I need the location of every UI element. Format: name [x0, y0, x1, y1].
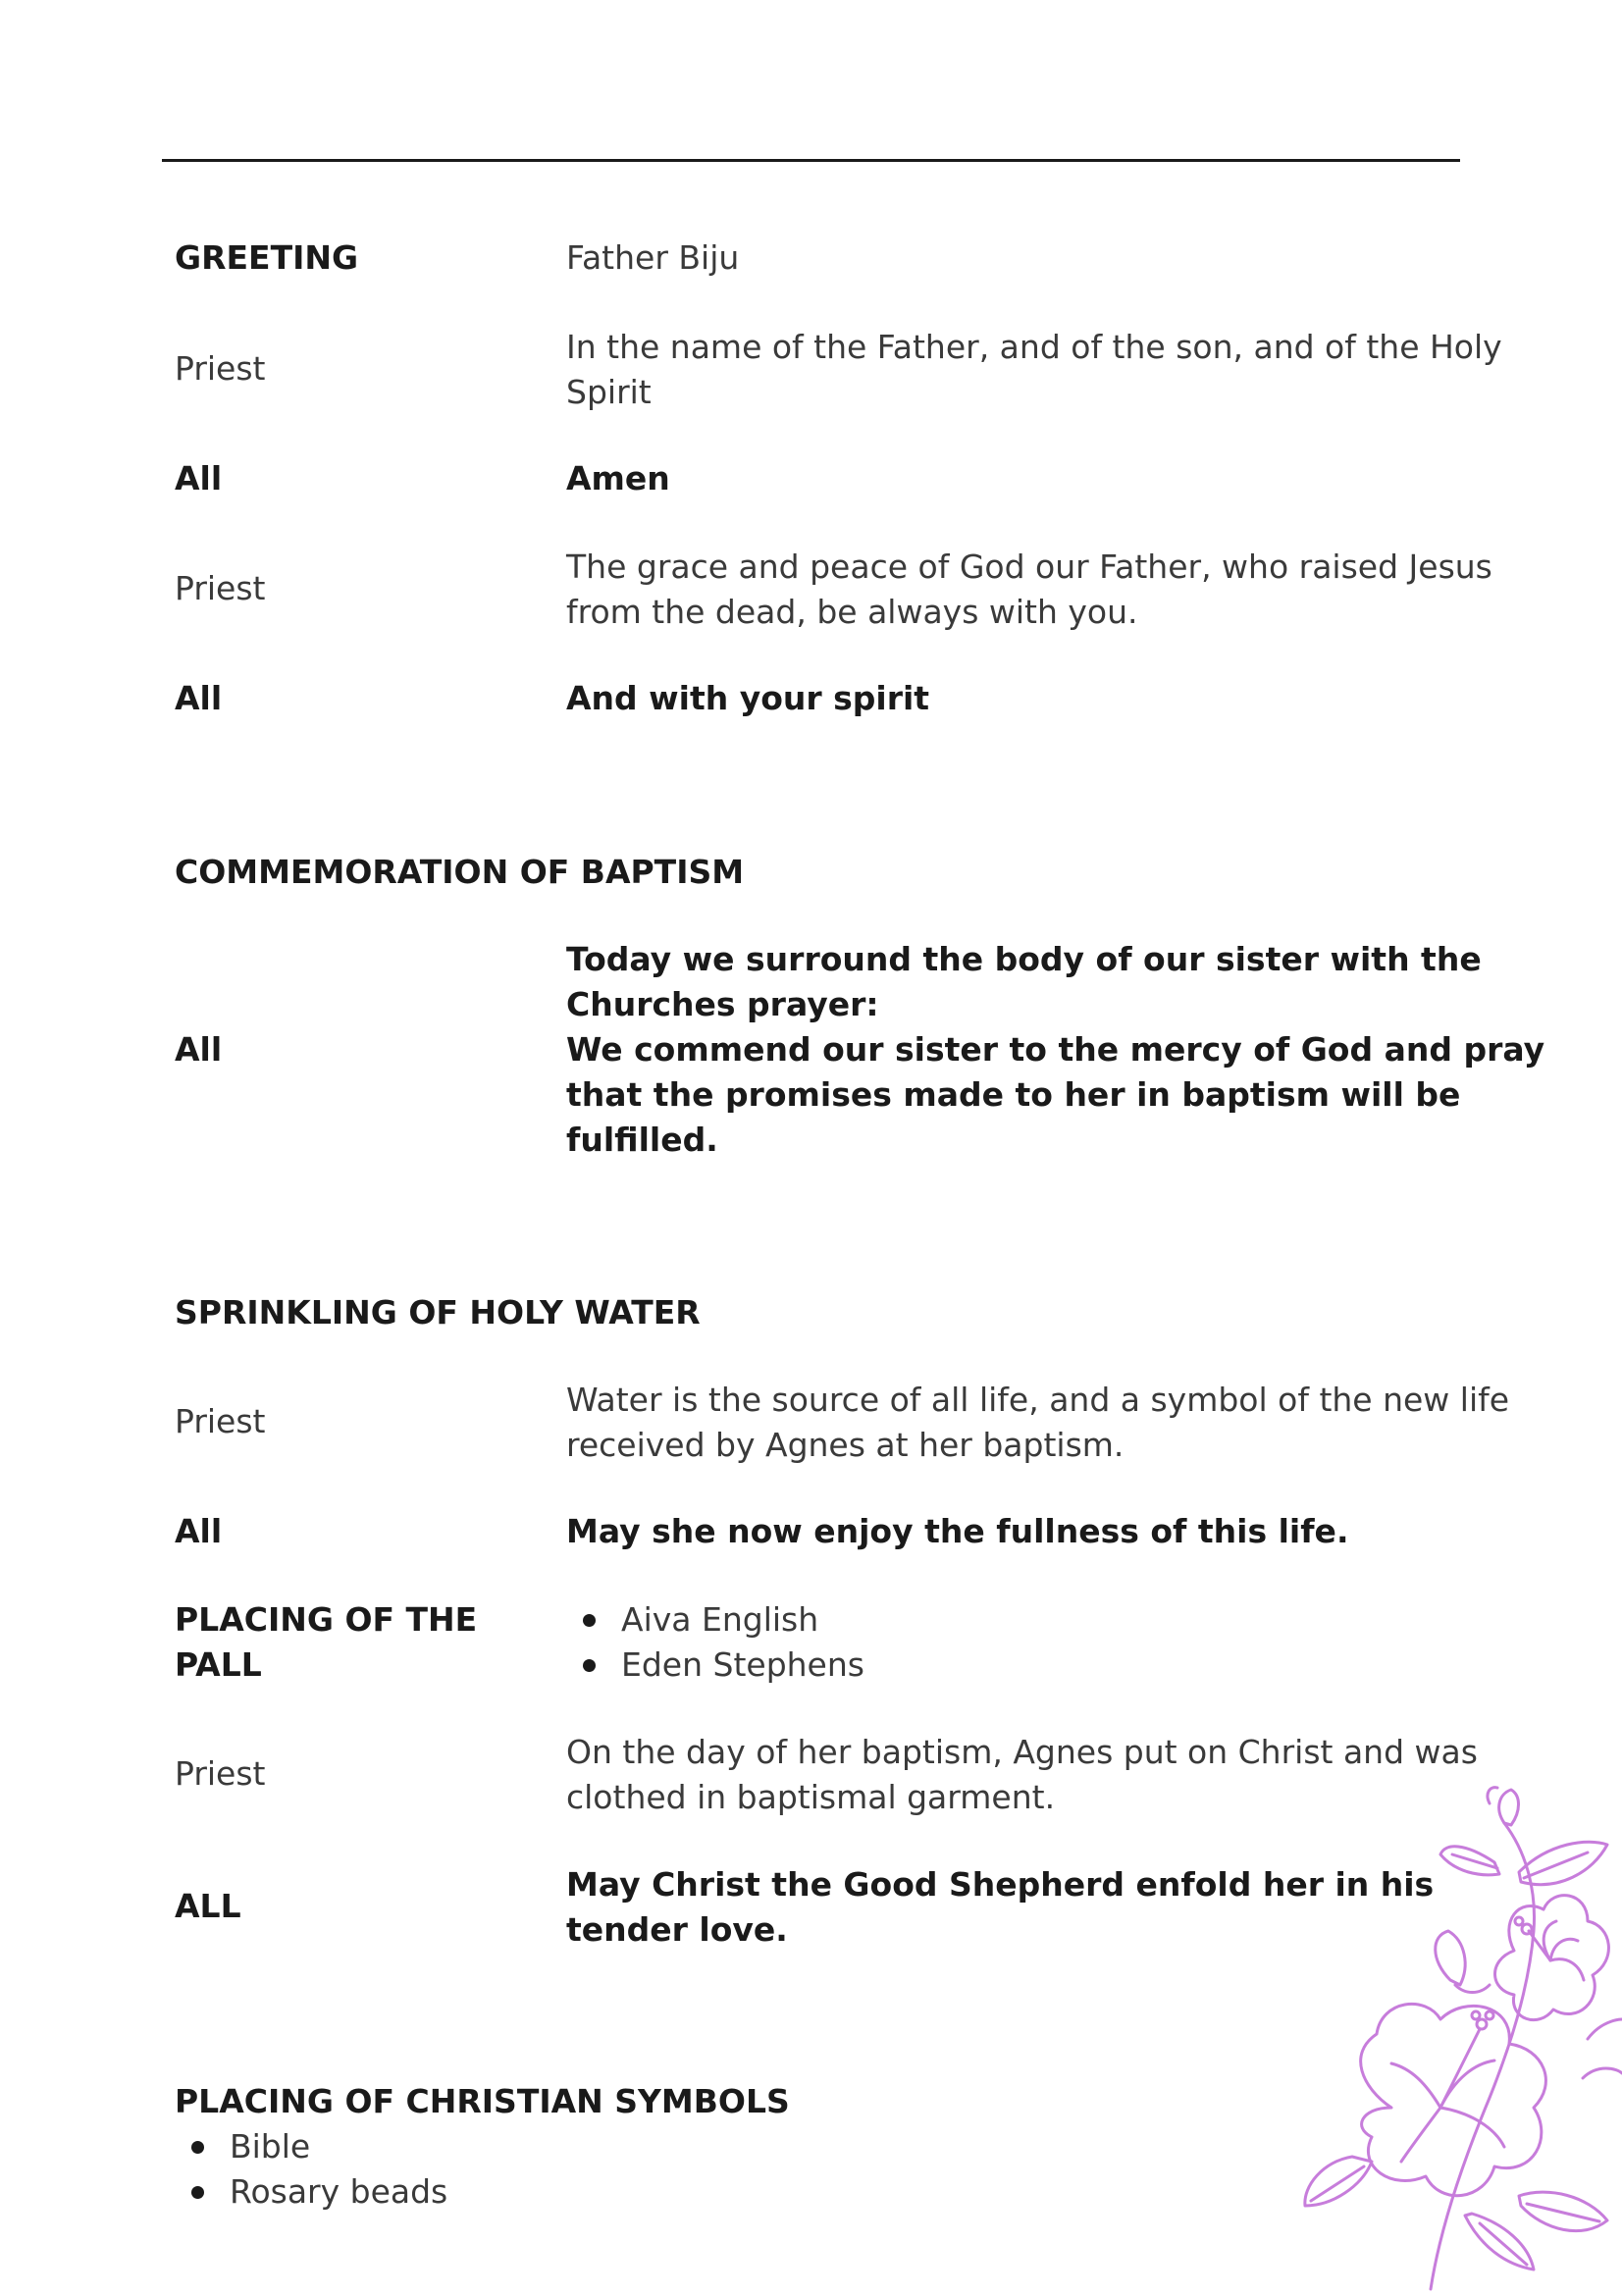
pall-bearers-list — [566, 1597, 864, 1688]
list-item: Rosary beads — [175, 2169, 447, 2215]
greeting-priest-1-line-2: Spirit — [566, 373, 652, 411]
greeting-all-2-response: And with your spirit — [566, 679, 930, 717]
symbols-heading: PLACING OF CHRISTIAN SYMBOLS — [175, 2082, 790, 2120]
pall-heading-line-1: PLACING OF THE — [175, 1600, 478, 1639]
pall-priest-line-1: On the day of her baptism, Agnes put on Christ and was — [566, 1733, 1478, 1771]
baptism-line-3: We commend our sister to the mercy of God and pray — [566, 1030, 1545, 1069]
water-speaker-all: All — [175, 1512, 223, 1550]
pall-speaker-all: ALL — [175, 1887, 241, 1925]
greeting-speaker-all-1: All — [175, 459, 223, 497]
symbols-list — [175, 2124, 447, 2215]
header-rule — [162, 159, 1460, 162]
water-all-response: May she now enjoy the fullness of this life. — [566, 1512, 1349, 1550]
baptism-line-4: that the promises made to her in baptism will be — [566, 1075, 1461, 1114]
greeting-priest-2-line-2: from the dead, be always with you. — [566, 593, 1138, 631]
water-priest-line-1: Water is the source of all life, and a symbol of the new life — [566, 1381, 1510, 1419]
list-item: Aiva English — [566, 1597, 864, 1643]
pall-all-line-2: tender love. — [566, 1910, 788, 1949]
greeting-celebrant: Father Biju — [566, 238, 740, 277]
pall-priest-line-2: clothed in baptismal garment. — [566, 1778, 1056, 1816]
pall-heading-line-2: PALL — [175, 1645, 262, 1684]
water-heading: SPRINKLING OF HOLY WATER — [175, 1293, 701, 1331]
greeting-all-1-response: Amen — [566, 459, 670, 497]
greeting-priest-1-line-1: In the name of the Father, and of the son, and of the Holy — [566, 328, 1502, 366]
greeting-priest-2-line-1: The grace and peace of God our Father, who raised Jesus — [566, 548, 1492, 586]
list-item: Bible — [175, 2124, 447, 2169]
water-priest-line-2: received by Agnes at her baptism. — [566, 1426, 1125, 1464]
hibiscus-flower-icon — [1293, 1784, 1622, 2296]
list-item: Eden Stephens — [566, 1643, 864, 1688]
greeting-speaker-all-2: All — [175, 679, 223, 717]
pall-all-line-1: May Christ the Good Shepherd enfold her in his — [566, 1865, 1435, 1904]
water-speaker-priest: Priest — [175, 1402, 266, 1440]
greeting-speaker-priest-2: Priest — [175, 569, 266, 607]
baptism-line-5: fulfilled. — [566, 1121, 718, 1159]
baptism-heading: COMMEMORATION OF BAPTISM — [175, 853, 745, 891]
baptism-speaker-all: All — [175, 1030, 223, 1069]
baptism-line-1: Today we surround the body of our sister with the — [566, 940, 1482, 978]
greeting-heading: GREETING — [175, 238, 359, 277]
baptism-line-2: Churches prayer: — [566, 985, 879, 1023]
pall-speaker-priest: Priest — [175, 1754, 266, 1793]
greeting-speaker-priest-1: Priest — [175, 349, 266, 388]
